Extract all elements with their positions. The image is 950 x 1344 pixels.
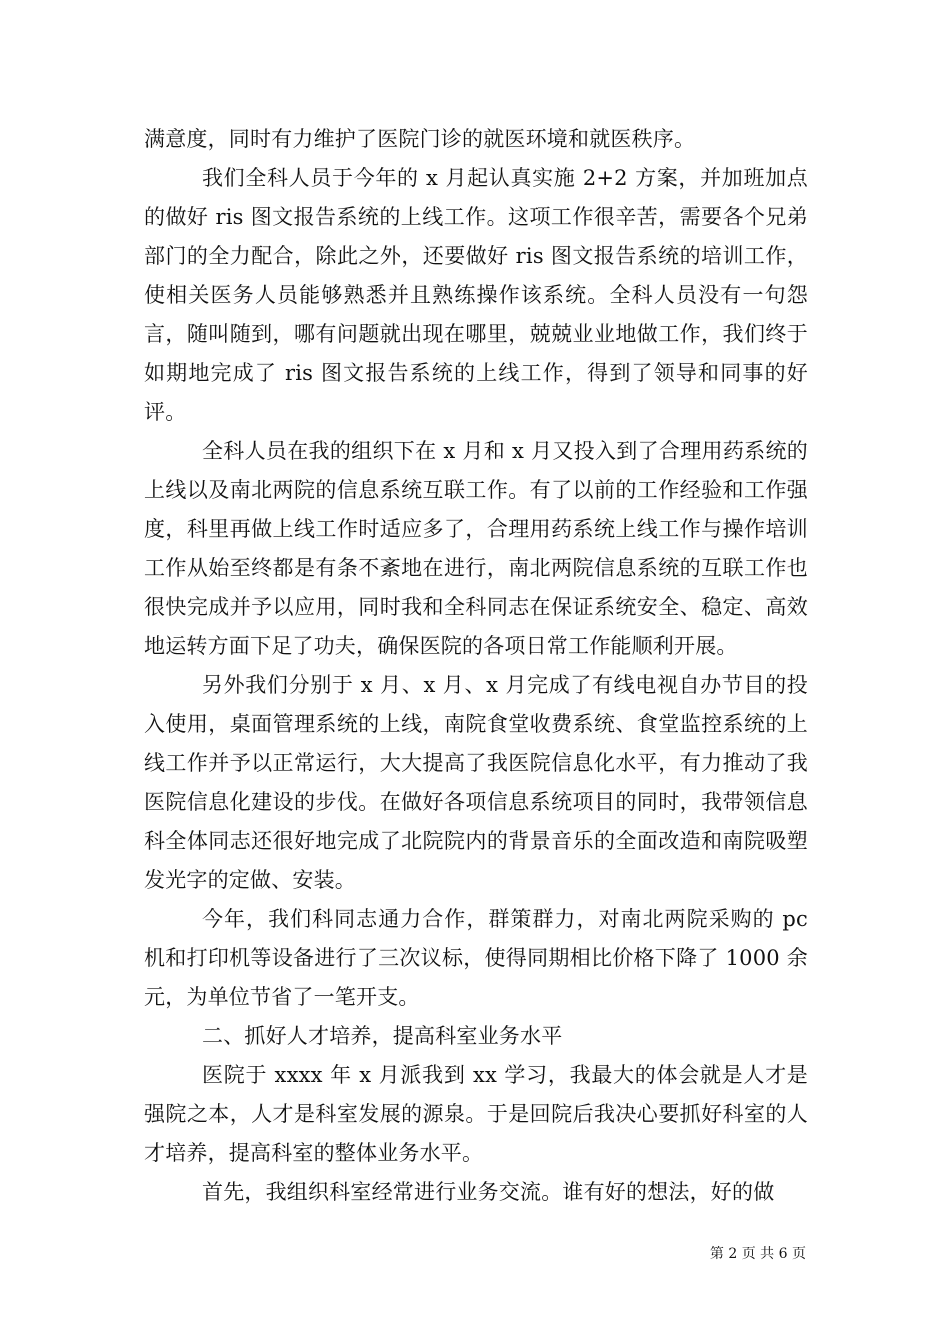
paragraph-7: 首先，我组织科室经常进行业务交流。谁有好的想法，好的做 bbox=[202, 1180, 775, 1204]
paragraph-2: 我们全科人员于今年的 x 月起认真实施 2+2 方案，并加班加点的做好 ris 图文报告系统的上线工作。这项工作很辛苦，需要各个兄弟部门的全力配合，除此之外，还要做好 ris 图文报告系统的培训工作，使相关医务人员能够熟悉并且熟练操作该系统。全科人员没有一句怨言，随叫随到，哪有问题就出现在哪里，兢兢业业地做工作，我们终于如期地完成了 ris 图文报告系统的上线工作，得到了领导和同事的好评。 bbox=[144, 166, 808, 424]
document-body bbox=[144, 120, 808, 1212]
page-number-footer: 第 2 页 共 6 页 bbox=[709, 1246, 806, 1262]
paragraph-1: 满意度，同时有力维护了医院门诊的就医环境和就医秩序。 bbox=[144, 127, 696, 151]
paragraph-4: 另外我们分别于 x 月、x 月、x 月完成了有线电视自办节目的投入使用，桌面管理系统的上线，南院食堂收费系统、食堂监控系统的上线工作并予以正常运行，大大提高了我医院信息化水平，有力推动了我医院信息化建设的步伐。在做好各项信息系统项目的同时，我带领信息科全体同志还很好地完成了北院院内的背景音乐的全面改造和南院吸塑发光字的定做、安装。 bbox=[144, 673, 808, 892]
section-heading: 二、抓好人才培养，提高科室业务水平 bbox=[202, 1024, 563, 1048]
paragraph-6: 医院于 xxxx 年 x 月派我到 xx 学习，我最大的体会就是人才是强院之本，人才是科室发展的源泉。于是回院后我决心要抓好科室的人才培养，提高科室的整体业务水平。 bbox=[144, 1063, 808, 1165]
paragraph-3: 全科人员在我的组织下在 x 月和 x 月又投入到了合理用药系统的上线以及南北两院的信息系统互联工作。有了以前的工作经验和工作强度，科里再做上线工作时适应多了，合理用药系统上线工作与操作培训工作从始至终都是有条不紊地在进行，南北两院信息系统的互联工作也很快完成并予以应用，同时我和全科同志在保证系统安全、稳定、高效地运转方面下足了功夫，确保医院的各项日常工作能顺利开展。 bbox=[144, 439, 808, 658]
paragraph-5: 今年，我们科同志通力合作，群策群力，对南北两院采购的 pc 机和打印机等设备进行了三次议标，使得同期相比价格下降了 1000 余元，为单位节省了一笔开支。 bbox=[144, 907, 808, 1009]
